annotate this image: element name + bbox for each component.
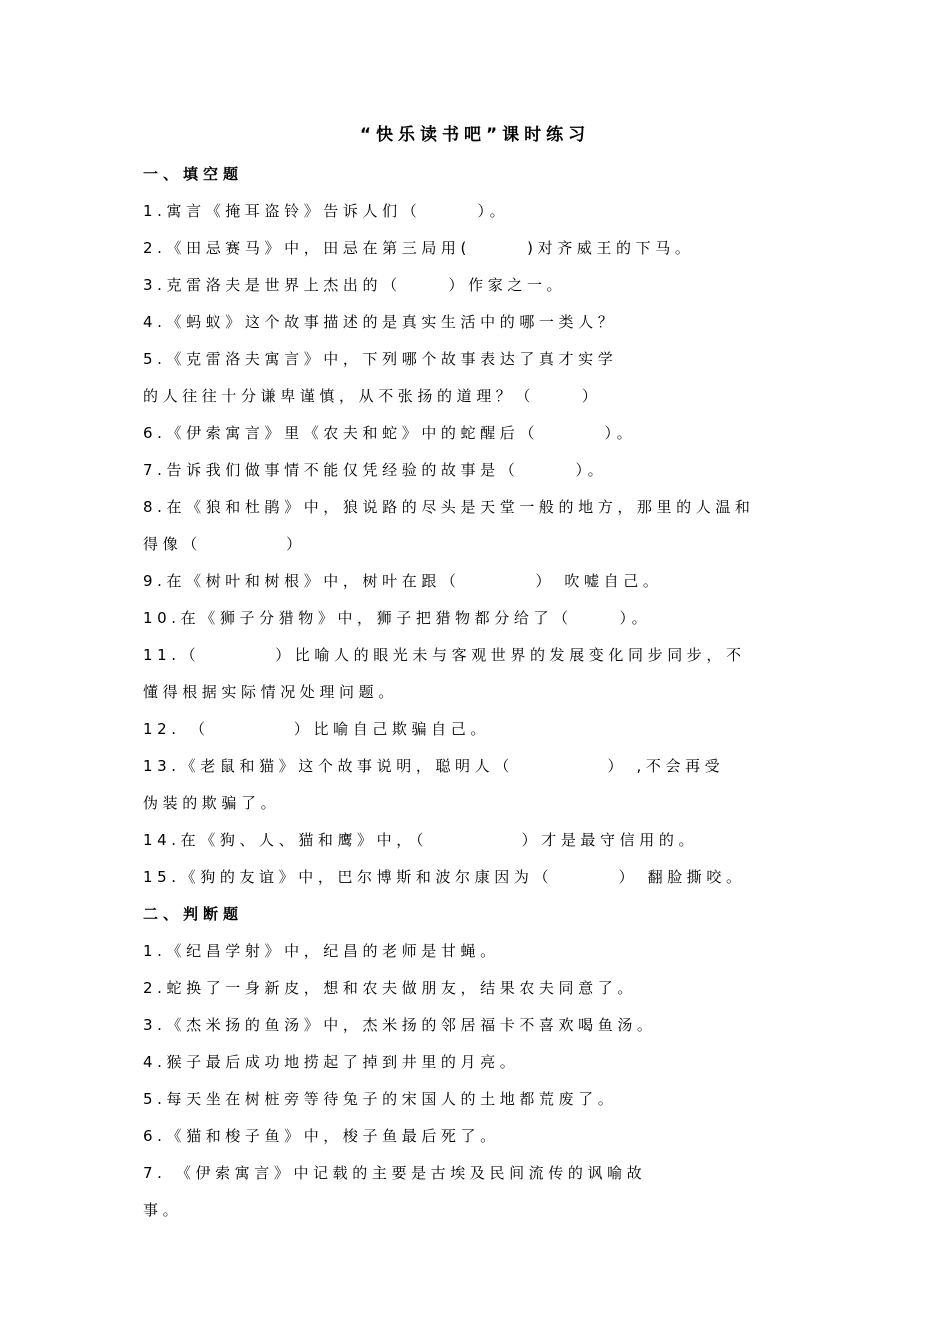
fill-question-line: 的人往往十分谦卑谨慎，从不张扬的道理？（ ）: [143, 387, 602, 405]
fill-question-line: 7.告诉我们做事情不能仅凭经验的故事是（ ）。: [143, 461, 608, 479]
fill-question-line: 得像（ ）: [143, 535, 306, 553]
fill-question-line: 4.《蚂蚁》这个故事描述的是真实生活中的哪一类人？: [143, 313, 618, 331]
judge-question-line: 5.每天坐在树桩旁等待兔子的宋国人的土地都荒废了。: [143, 1090, 618, 1108]
fill-question-line: 15.《狗的友谊》中，巴尔博斯和波尔康因为（ ） 翻脸撕咬。: [143, 868, 746, 886]
judge-question-line: 事。: [143, 1201, 183, 1219]
fill-question-line: 11.（ ）比喻人的眼光未与客观世界的发展变化同步同步，不: [143, 646, 746, 664]
fill-question-line: 13.《老鼠和猫》这个故事说明，聪明人（ ） ,不会再受: [143, 757, 725, 775]
fill-question-line: 5.《克雷洛夫寓言》中，下列哪个故事表达了真才实学: [143, 350, 618, 368]
fill-question-line: 8.在《狼和杜鹃》中，狼说路的尽头是天堂一般的地方，那里的人温和: [143, 498, 755, 516]
fill-question-line: 9.在《树叶和树根》中，树叶在跟（ ） 吹嘘自己。: [143, 572, 663, 590]
fill-question-line: 3.克雷洛夫是世界上杰出的（ ）作家之一。: [143, 276, 567, 294]
section-heading-fill-in: 一、填空题: [143, 165, 244, 183]
judge-question-line: 7. 《伊索寓言》中记载的主要是古埃及民间流传的讽喻故: [143, 1164, 647, 1182]
judge-question-line: 6.《猫和梭子鱼》中，梭子鱼最后死了。: [143, 1127, 500, 1145]
fill-question-line: 2.《田忌赛马》中，田忌在第三局用( )对齐威王的下马。: [143, 239, 695, 257]
judge-question-line: 2.蛇换了一身新皮，想和农夫做朋友，结果农夫同意了。: [143, 979, 637, 997]
fill-question-line: 10.在《狮子分猎物》中，狮子把猎物都分给了（ ）。: [143, 609, 652, 627]
page-title: “快乐读书吧”课时练习: [359, 125, 591, 145]
fill-question-line: 6.《伊索寓言》里《农夫和蛇》中的蛇醒后（ ）。: [143, 424, 637, 442]
section-heading-true-false: 二、判断题: [143, 905, 244, 923]
fill-question-line: 14.在《狗、人、猫和鹰》中，（ ）才是最守信用的。: [143, 831, 699, 849]
fill-question-line: 伪装的欺骗了。: [143, 794, 281, 812]
judge-question-line: 3.《杰米扬的鱼汤》中，杰米扬的邻居福卡不喜欢喝鱼汤。: [143, 1016, 657, 1034]
judge-question-line: 4.猴子最后成功地捞起了掉到井里的月亮。: [143, 1053, 520, 1071]
fill-question-line: 懂得根据实际情况处理问题。: [143, 683, 398, 701]
fill-question-line: 1.寓言《掩耳盗铃》告诉人们（ ）。: [143, 202, 510, 220]
fill-question-line: 12. （ ）比喻自己欺骗自己。: [143, 720, 490, 738]
judge-question-line: 1.《纪昌学射》中，纪昌的老师是甘蝇。: [143, 942, 500, 960]
